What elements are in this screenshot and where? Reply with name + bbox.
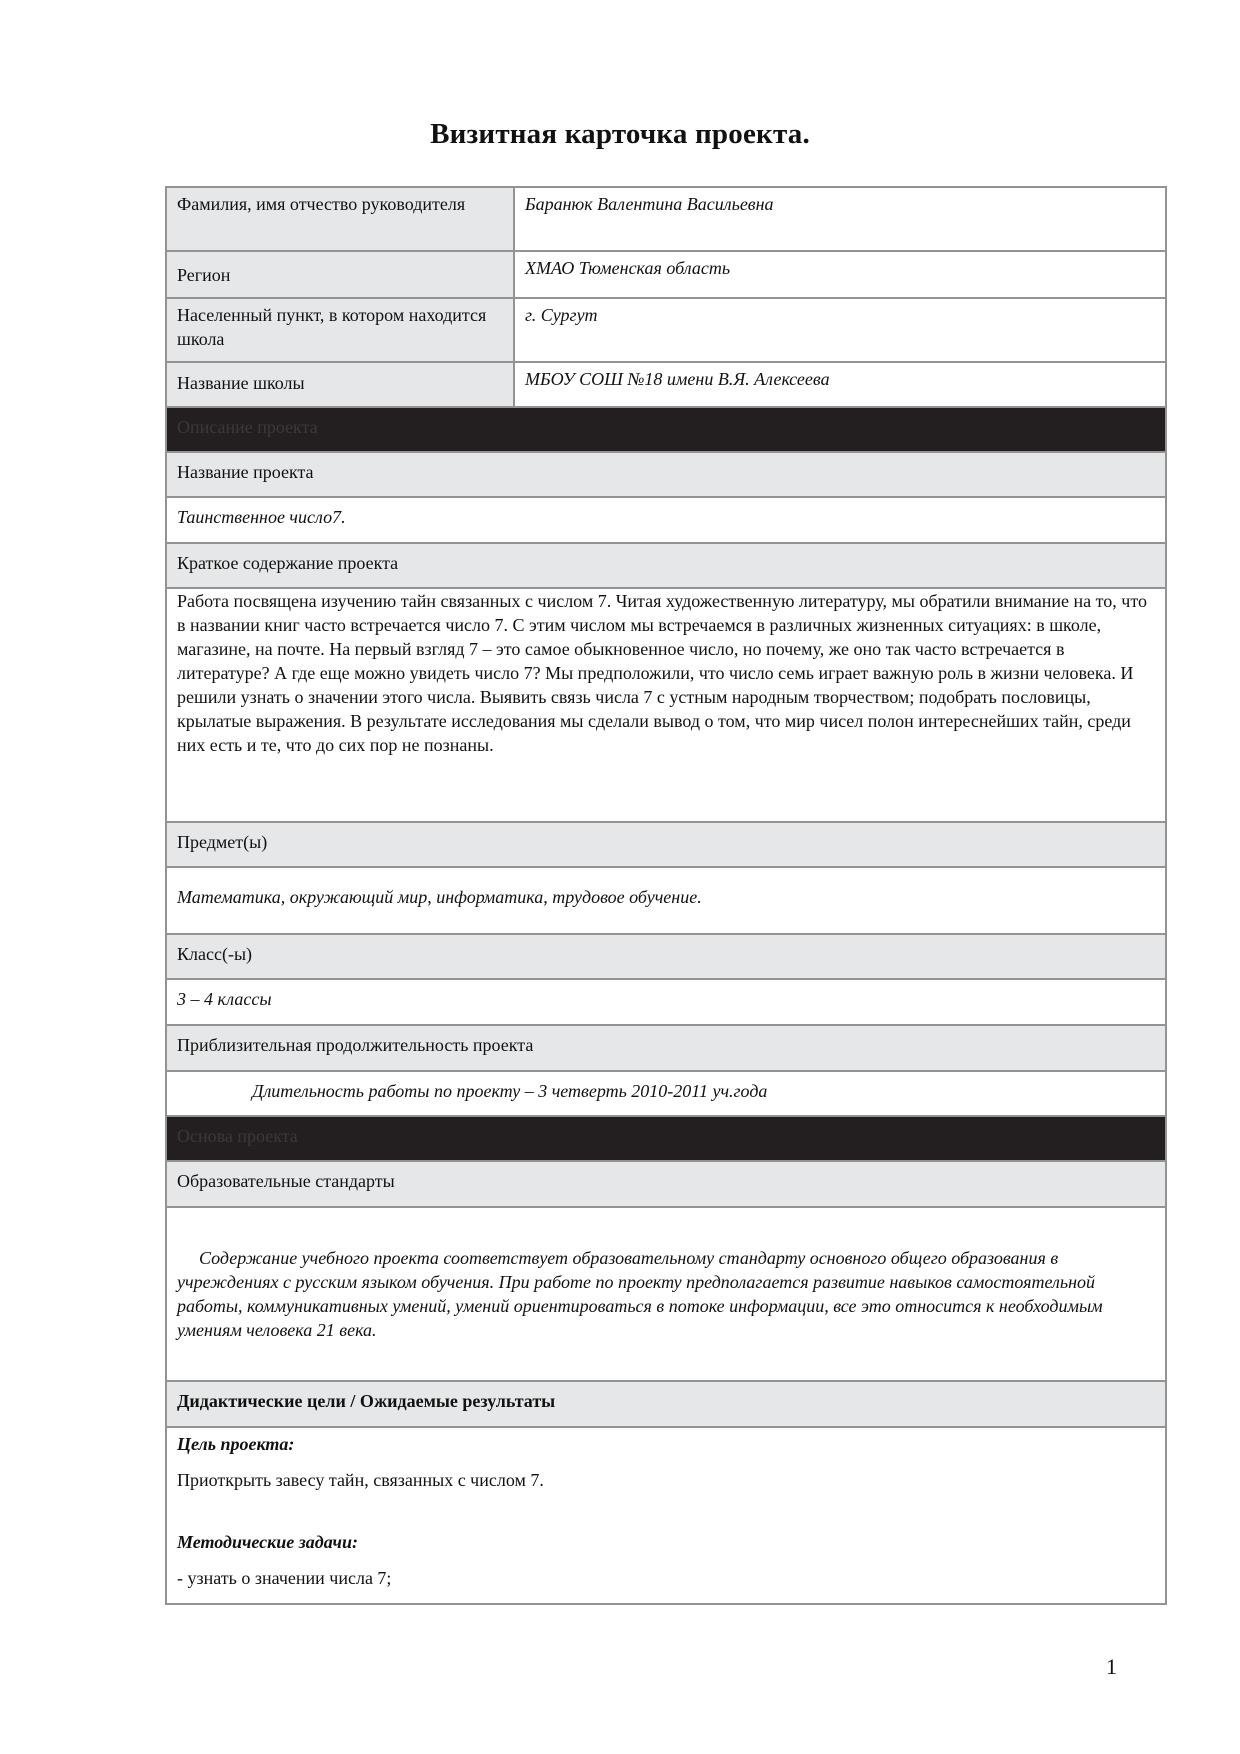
document-title: Визитная карточка проекта.: [430, 118, 810, 150]
tasks-heading: Методические задачи:: [177, 1532, 358, 1552]
section-header-basis: Основа проекта: [167, 1117, 1165, 1162]
row-supervisor: [167, 188, 1165, 252]
page-number: 1: [1106, 1654, 1117, 1679]
section-header-description: Описание проекта: [167, 408, 1165, 453]
label-city: Населенный пункт, в котором находится школа: [167, 299, 515, 361]
row-city: [167, 299, 1165, 363]
value-duration: Длительность работы по проекту – 3 четверть 2010-2011 уч.года: [167, 1072, 1165, 1117]
label-standards: Образовательные стандарты: [167, 1162, 1165, 1208]
task-item: - узнать о значении числа 7;: [177, 1568, 392, 1588]
row-region: [167, 252, 1165, 299]
goals-content: [167, 1428, 1165, 1603]
label-summary: Краткое содержание проекта: [167, 544, 1165, 589]
value-supervisor: Баранюк Валентина Васильевна: [525, 194, 774, 214]
value-school: МБОУ СОШ №18 имени В.Я. Алексеева: [525, 369, 830, 389]
value-subjects: Математика, окружающий мир, информатика, трудовое обучение.: [167, 868, 1165, 935]
project-card-table: [165, 186, 1167, 1605]
value-city: г. Сургут: [525, 305, 598, 325]
label-supervisor: Фамилия, имя отчество руководителя: [167, 188, 515, 250]
value-region: ХМАО Тюменская область: [525, 258, 731, 278]
value-project-name: Таинственное число7.: [167, 498, 1165, 544]
row-school: [167, 363, 1165, 408]
label-grades: Класс(-ы): [167, 935, 1165, 980]
label-region: Регион: [167, 252, 515, 297]
label-goals: Дидактические цели / Ожидаемые результаты: [167, 1382, 1165, 1428]
value-grades: 3 – 4 классы: [167, 980, 1165, 1026]
value-standards: Содержание учебного проекта соответствует образовательному стандарту основного общего образования в учреждениях с русским языком обучения. При работе по проекту предполагается развитие навыков самостоятельной работы, коммуникативных умений, умений ориентироваться в потоке информации, все это относится к необходимым умениям человека 21 века.: [167, 1208, 1165, 1382]
label-project-name: Название проекта: [167, 453, 1165, 498]
label-duration: Приблизительная продолжительность проекта: [167, 1026, 1165, 1072]
label-subjects: Предмет(ы): [167, 823, 1165, 868]
value-summary: Работа посвящена изучению тайн связанных с числом 7. Читая художественную литературу, мы обратили внимание на то, что в названии книг часто встречается число 7. С этим числом мы встречаемся в различных жизненных ситуациях: в школе, магазине, на почте. На первый взгляд 7 – это самое обыкновенное число, но почему, же оно так часто встречается в литературе? А где еще можно увидеть число 7? Мы предположили, что число семь играет важную роль в жизни человека. И решили узнать о значении этого числа. Выявить связь числа 7 с устным народным творчеством; подобрать пословицы, крылатые выражения. В результате исследования мы сделали вывод о том, что мир чисел полон интереснейших тайн, среди них есть и те, что до сих пор не познаны.: [167, 589, 1165, 823]
goal-text: Приоткрыть завесу тайн, связанных с числом 7.: [177, 1470, 544, 1490]
goal-heading: Цель проекта:: [177, 1434, 295, 1454]
label-school: Название школы: [167, 363, 515, 406]
